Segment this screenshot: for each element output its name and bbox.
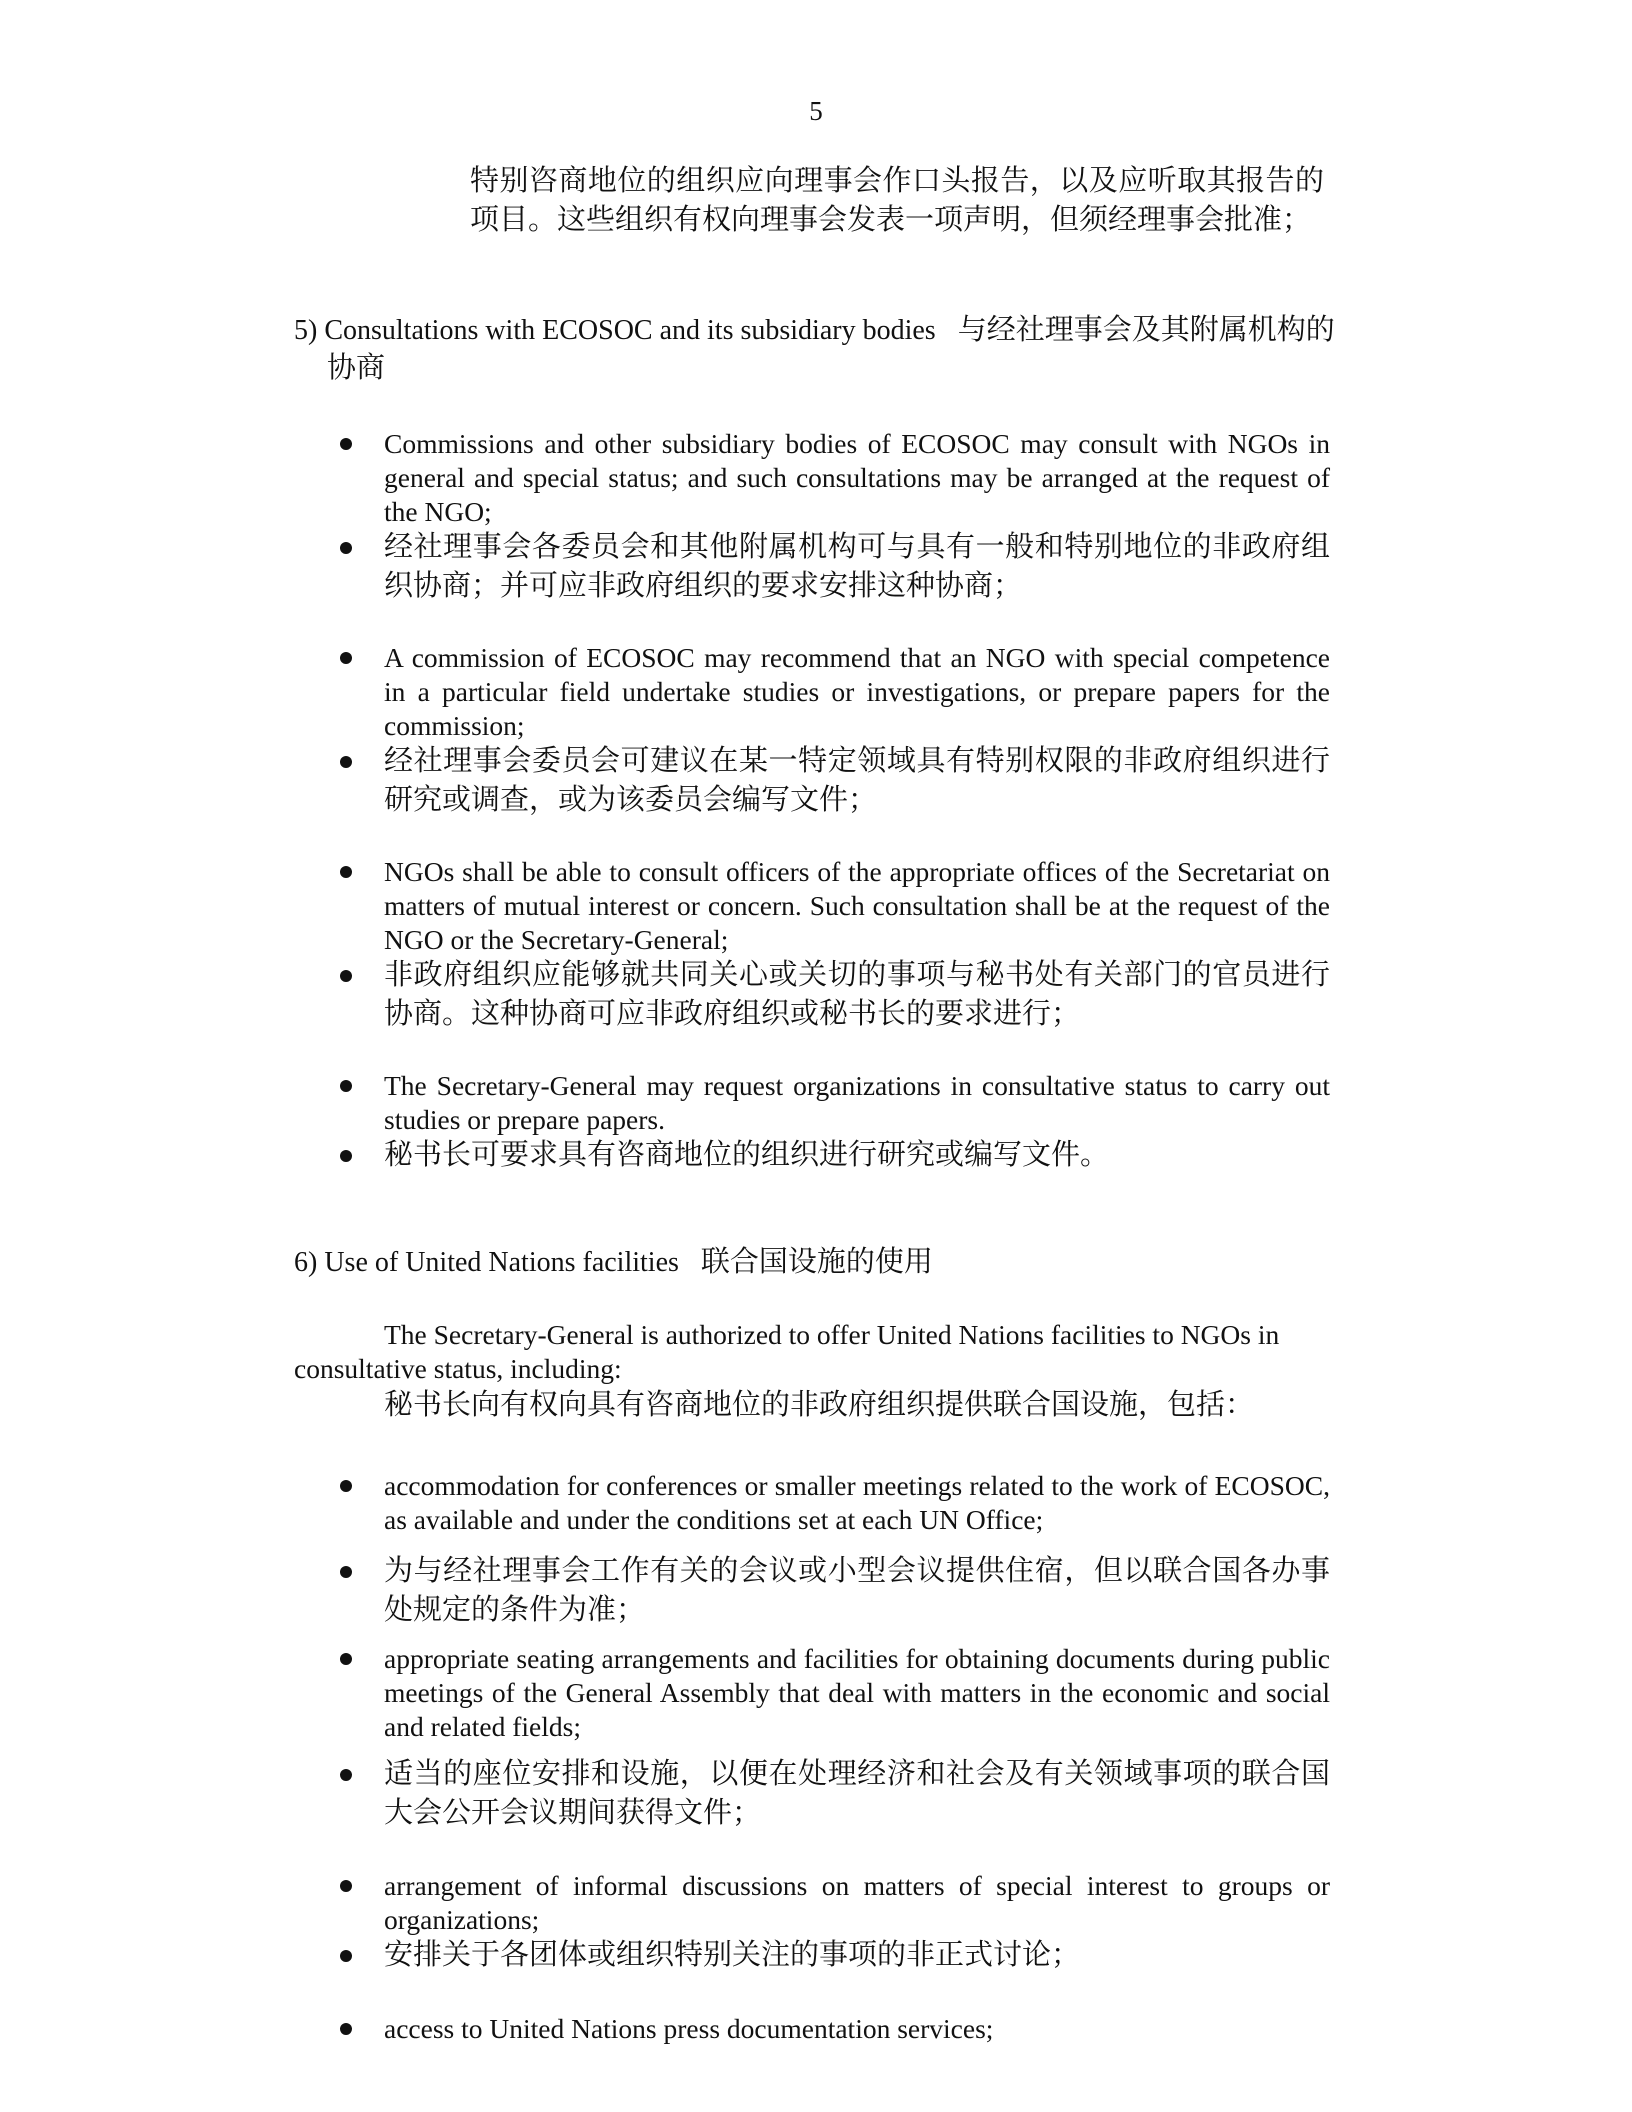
page-number: 5 (809, 96, 823, 126)
list-item: 经社理事会委员会可建议在某一特定领域具有特别权限的非政府组织进行研究或调查，或为该委员会编写文件； (384, 745, 1330, 816)
bullet-icon (340, 652, 352, 664)
section-6-heading (294, 1244, 933, 1281)
bullet-icon (340, 1480, 352, 1492)
bullet-icon (340, 1566, 352, 1578)
section-5-heading-en: 5) Consultations with ECOSOC and its subsidiary bodies (294, 315, 936, 346)
list-item: 经社理事会各委员会和其他附属机构可与具有一般和特别地位的非政府组织协商；并可应非政府组织的要求安排这种协商； (384, 531, 1330, 602)
list-item: access to United Nations press documentation services; (384, 2013, 994, 2044)
bullet-icon (340, 2023, 352, 2035)
bullet-icon (340, 1653, 352, 1665)
section-6-heading-zh: 联合国设施的使用 (700, 1246, 933, 1278)
intro-continuation: 特别咨商地位的组织应向理事会作口头报告，以及应听取其报告的项目。这些组织有权向理事会发表一项声明，但须经理事会批准； (470, 165, 1324, 236)
list-item: NGOs shall be able to consult officers of the appropriate offices of the Secretariat on matters of mutual interest or concern. Such consultation shall be at the request of the NGO or the Secretary-General; (384, 856, 1330, 955)
bullet-icon (340, 1950, 352, 1962)
bullet-icon (340, 1150, 352, 1162)
list-item: 非政府组织应能够就共同关心或关切的事项与秘书处有关部门的官员进行协商。这种协商可应非政府组织或秘书长的要求进行； (384, 959, 1330, 1030)
bullet-icon (340, 1769, 352, 1781)
section-5-heading-zh-line2: 协商 (327, 352, 386, 384)
list-item: The Secretary-General may request organizations in consultative status to carry out studies or prepare papers. (384, 1070, 1330, 1135)
list-item: 适当的座位安排和设施，以便在处理经济和社会及有关领域事项的联合国大会公开会议期间获得文件； (384, 1758, 1330, 1829)
bullet-icon (340, 970, 352, 982)
list-item: 安排关于各团体或组织特别关注的事项的非正式讨论； (384, 1939, 1081, 1971)
section-6-paragraph-zh: 秘书长向有权向具有咨商地位的非政府组织提供联合国设施，包括： (384, 1389, 1255, 1421)
section-6-heading-en: 6) Use of United Nations facilities (294, 1247, 679, 1278)
list-item: Commissions and other subsidiary bodies of ECOSOC may consult with NGOs in general and special status; and such consultations may be arranged at the request of the NGO; (384, 428, 1330, 527)
list-item: accommodation for conferences or smaller meetings related to the work of ECOSOC, as available and under the conditions set at each UN Office; (384, 1470, 1330, 1535)
section-5-heading (294, 312, 1335, 349)
bullet-icon (340, 438, 352, 450)
section-6-paragraph: The Secretary-General is authorized to offer United Nations facilities to NGOs in consultative status, including: (294, 1319, 1280, 1384)
list-item: 秘书长可要求具有咨商地位的组织进行研究或编写文件。 (384, 1139, 1110, 1171)
list-item: arrangement of informal discussions on matters of special interest to groups or organizations; (384, 1870, 1330, 1935)
bullet-icon (340, 542, 352, 554)
bullet-icon (340, 756, 352, 768)
list-item: A commission of ECOSOC may recommend that an NGO with special competence in a particular field undertake studies or investigations, or prepare papers for the commission; (384, 642, 1330, 741)
section-5-heading-zh: 与经社理事会及其附属机构的 (957, 314, 1335, 346)
list-item: appropriate seating arrangements and facilities for obtaining documents during public meetings of the General Assembly that deal with matters in the economic and social and related fields; (384, 1643, 1330, 1742)
bullet-icon (340, 1080, 352, 1092)
list-item: 为与经社理事会工作有关的会议或小型会议提供住宿，但以联合国各办事处规定的条件为准； (384, 1555, 1330, 1626)
bullet-icon (340, 866, 352, 878)
bullet-icon (340, 1880, 352, 1892)
